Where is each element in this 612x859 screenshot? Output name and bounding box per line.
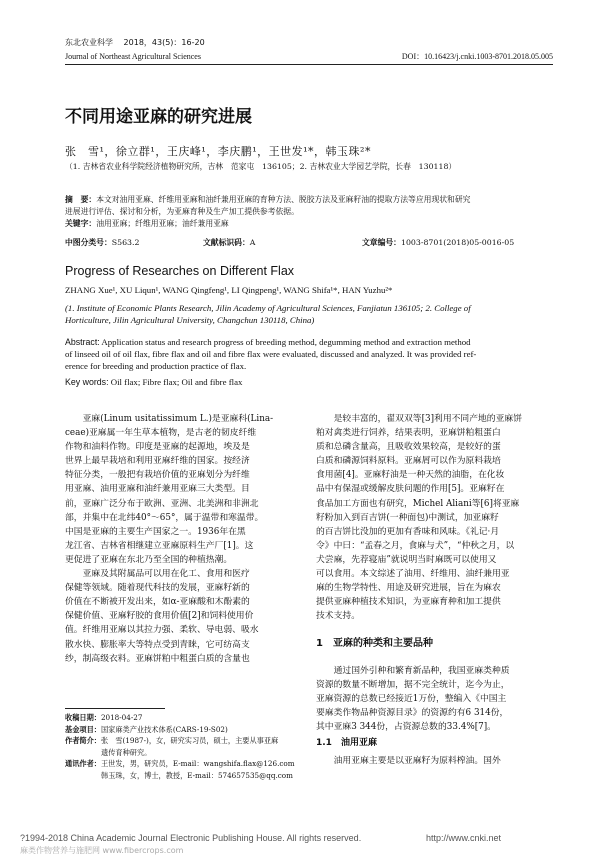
affiliation-cn: （1. 吉林省农业科学院经济植物研究所，吉林 范家屯 136105；2. 吉林农业大学园艺学院，长春 130118） — [65, 162, 457, 171]
doi: DOI：10.16423/j.cnki.1003-8701.2018.05.005 — [401, 52, 553, 61]
author-bio: 张 雪(1987-)，女，研究实习员，硕士，主要从事亚麻 — [100, 736, 279, 745]
text-line: 资源的数量不断增加，据不完全统计，迄今为止， — [316, 679, 510, 690]
left-column — [65, 412, 305, 666]
fund: 国家麻类产业技术体系(CARS-19-S02) — [100, 724, 228, 734]
footnote-rule — [65, 708, 165, 709]
abstract-cn — [65, 194, 555, 230]
footnotes: 收稿日期：2018-04-27 基金项目：国家麻类产业技术体系(CARS-19-S02) 作者简介：张 雪(1987-)，女，研究实习员，硕士，主要从事亚麻 遗传育种研究。 通讯作者：王世发，男，研究员，E-mail：wangshifa.flax@126.com 韩玉珠，女，博士，教授，E-mail：574657535@qq.com — [65, 713, 295, 780]
footer-url[interactable]: http://www.cnki.net — [426, 833, 502, 843]
header-rule — [65, 64, 553, 65]
journal-issue: 2018，43(5)：16-20 — [123, 38, 205, 47]
paragraph — [316, 754, 554, 768]
right-column — [316, 412, 554, 768]
text-line: 是较丰富的，翟双双等[3]利用不同产地的亚麻饼 — [333, 414, 522, 424]
clc-number: 中图分类号：S563.2 — [65, 238, 140, 247]
text-line: 食用菌[4]。亚麻籽油是一种天然的油脂，在化妆 — [316, 470, 505, 481]
text-line: 提供亚麻种植技术知识，为亚麻育种和加工提供 — [316, 597, 501, 608]
abstract-en: Abstract: Application status and research progress of breeding method, degumming method and extraction method of linseed oil of oil flax, fibre flax and oil and fibre flax were evaluated, discussed and analyzed. It was provided ref- erence for breeding and production practice of flax. — [65, 337, 477, 371]
paragraph — [65, 567, 305, 666]
text-line: 部，并集中在北纬40°～65°，属于温带和寒温带。 — [65, 512, 264, 523]
text-line: 其中亚麻3 344份，占资源总数的33.4%[7]。 — [316, 721, 496, 732]
text-line: 品中有保湿或缓解皮肤问题的作用[5]。亚麻籽在 — [316, 484, 505, 495]
text-line: 亚麻资源的总数已经接近1万份，整编入《中国主 — [316, 693, 507, 704]
text-line: 用亚麻、油用亚麻和油纤兼用亚麻三大类型。目 — [65, 484, 250, 495]
authors-en: ZHANG Xue¹, XU Liqun¹, WANG Qingfeng¹, LI Qingpeng¹, WANG Shifa¹*, HAN Yuzhu²* — [65, 285, 393, 295]
text-line: 亚麻及其附属品可以用在化工、食用和医疗 — [82, 569, 250, 580]
text-line: 值。纤维用亚麻以其拉力强、柔软、导电弱、吸水 — [65, 625, 259, 636]
text-line: 食品加工方面也有研究，Michel Aliani等[6]将亚麻 — [316, 498, 520, 509]
section-heading: 1 亚麻的种类和主要品种 — [316, 638, 433, 650]
text-line: 纱，制高级衣料。亚麻饼粕中粗蛋白质的含量也 — [65, 653, 250, 664]
text-line: 龙江省、吉林省相继建立亚麻原料生产厂[1]。这 — [65, 540, 254, 551]
text-line: 麻的生物学特性、用途及研究进展，旨在为麻农 — [316, 583, 501, 594]
text-line: 通过国外引种和繁育新品种，我国亚麻类种质 — [333, 665, 510, 676]
text-line: 粕对禽类进行饲养，结果表明，亚麻饼粕粗蛋白 — [316, 428, 501, 439]
text-line: 亚麻(Linum usitatissimum L.)是亚麻科(Lina- — [82, 414, 274, 424]
keywords-en: Key words: Oil flax; Fibre flax; Oil and fibre flax — [65, 377, 243, 387]
subsection-heading: 1.1 油用亚麻 — [316, 737, 377, 748]
text-line: ceae)亚麻属一年生草本植物，是古老的韧皮纤维 — [65, 428, 257, 439]
text-line: 要麻类作物品种资源目录》的资源约有6 314份， — [316, 707, 509, 718]
page-title-en: Progress of Researches on Different Flax — [65, 264, 295, 278]
journal-name-en: Journal of Northeast Agricultural Sciences — [65, 52, 201, 61]
text-line: 籽粉加入到百吉饼(一种面包)中测试，加亚麻籽 — [316, 512, 499, 523]
paragraph — [316, 664, 554, 734]
text-line: 世界上最早栽培和利用亚麻纤维的国家。按经济 — [65, 456, 250, 467]
text-line: 保健价值、亚麻籽胶的食用价值[2]和饲料使用价 — [65, 611, 254, 622]
watermark: 麻类作物营养与施肥网 www.fibercrops.com — [20, 846, 184, 855]
doc-code: 文献标识码：A — [203, 238, 256, 247]
text-line: 保健等领域。随着现代科技的发展，亚麻籽新的 — [65, 583, 250, 594]
abstract-cn-label: 摘 要： — [65, 195, 97, 204]
footer-copyright: ?1994-2018 China Academic Journal Electronic Publishing House. All rights reserved. — [20, 833, 362, 843]
text-line: 中国是亚麻的主要生产国家之一。1936年在黑 — [65, 526, 246, 537]
paragraph — [316, 412, 554, 623]
authors-cn: 张 雪¹，徐立群¹，王庆峰¹，李庆鹏¹，王世发¹*，韩玉珠²* — [65, 145, 371, 158]
text-line: 油用亚麻主要是以亚麻籽为原料榨油。国外 — [333, 756, 501, 767]
keywords-cn-label: 关键字： — [65, 219, 97, 228]
text-line: 犬尝麻，先荐寝庙”就说明当时麻既可以使用又 — [316, 554, 497, 565]
abstract-en-label: Abstract: — [65, 337, 100, 347]
corresponding-author: 王世发，男，研究员，E-mail：wangshifa.flax@126.com — [100, 759, 295, 768]
text-line: 散水快、膨胀率大等特点受到青睐，它可纺高支 — [65, 639, 250, 650]
text-line: 价值在不断被开发出来，如α-亚麻酸和木酚素的 — [65, 597, 250, 608]
text-line: 的百吉饼比没加的更加有香味和风味。《礼记·月 — [316, 526, 500, 537]
text-line: 特征分类，一般把有栽培价值的亚麻划分为纤维 — [65, 470, 250, 481]
abstract-cn-line2: 进展进行评估、探讨和分析，为亚麻育种及生产加工提供参考依据。 — [65, 207, 299, 216]
text-line: 更促进了亚麻在东北乃至全国的种植热潮。 — [65, 554, 233, 565]
keywords-cn: 油用亚麻；纤维用亚麻；油纤兼用亚麻 — [96, 219, 229, 228]
text-line: 令》中曰：“孟春之月，食麻与犬”，“仲秋之月，以 — [316, 540, 515, 551]
text-line: 技术支持。 — [316, 611, 360, 622]
header-journal-cn — [65, 38, 205, 48]
article-number: 文章编号：1003-8701(2018)05-0016-05 — [362, 238, 515, 247]
page-title-cn: 不同用途亚麻的研究进展 — [65, 107, 252, 127]
received-date: 2018-04-27 — [100, 713, 143, 722]
text-line: 质和总磷含量高，且吸收效果较高，是较好的蛋 — [316, 442, 501, 453]
text-line: 作物和油料作物。印度是亚麻的起源地，埃及是 — [65, 442, 250, 453]
text-line: 可以食用。本文综述了油用、纤维用、油纤兼用亚 — [316, 569, 510, 580]
paragraph — [65, 412, 305, 567]
text-line: 白质和磷源饲料原料。亚麻屑可以作为原料栽培 — [316, 456, 501, 467]
journal-name-cn: 东北农业科学 — [65, 38, 113, 47]
text-line: 前，亚麻广泛分布于欧洲、亚洲、北美洲和非洲北 — [65, 498, 259, 509]
affiliation-en: (1. Institute of Economic Plants Research, Jilin Academy of Agricultural Sciences, Fanjiatun 136105; 2. College of Horticulture, Jilin Agricultural University, Changchun 130118, China) — [65, 303, 471, 325]
abstract-cn-line1: 本文对油用亚麻、纤维用亚麻和油纤兼用亚麻的育种方法、脱胶方法及亚麻籽油的提取方法等应用现状和研究 — [96, 195, 471, 204]
